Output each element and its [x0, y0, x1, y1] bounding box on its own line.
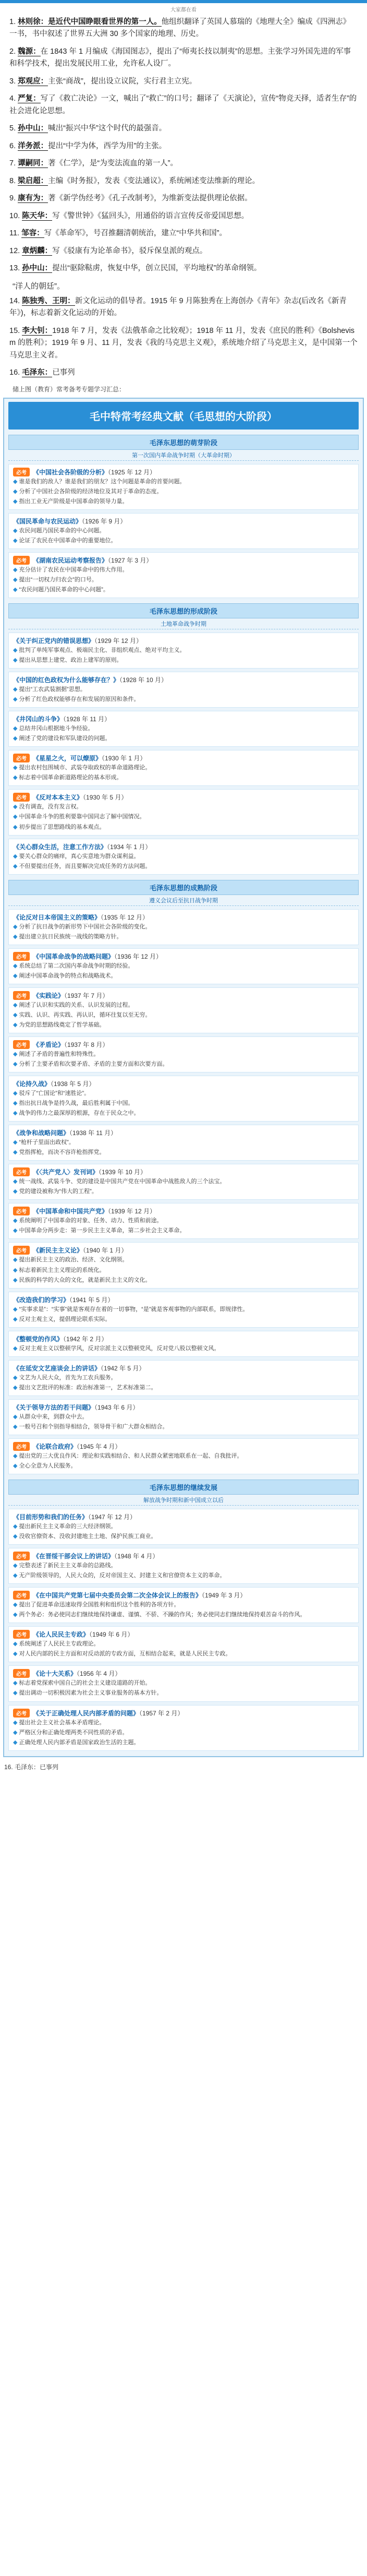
- entry-bullet: ◆ 中国革命分两步走：第一步民主主义革命，第二步社会主义革命。: [13, 1226, 354, 1235]
- entry-title: [13, 1128, 354, 1137]
- entry-bullet: ◆ “枪杆子里面出政权”。: [13, 1138, 354, 1147]
- entry-bullet: ◆ 分析了红色政权能够存在和发展的原因和条件。: [13, 695, 354, 704]
- entry-title: [13, 754, 354, 762]
- item-number: 3.: [9, 77, 18, 86]
- must-test-badge: 必考: [13, 1040, 30, 1049]
- entry-bullet: ◆ 反对主观主义，提倡理论联系实际。: [13, 1315, 354, 1324]
- entry-title-text: 《在晋绥干部会议上的讲话》: [33, 1553, 115, 1560]
- entry-title-text: 《关于领导方法的若干问题》: [13, 1403, 95, 1411]
- section-heading: 毛泽东思想的成熟阶段: [8, 880, 359, 895]
- entry-bullet: ◆ 无产阶级领导的，人民大众的，反对帝国主义、封建主义和官僚资本主义的革命。: [13, 1571, 354, 1580]
- entry-card: [8, 1705, 359, 1751]
- entry-year: （1927 年 3 月）: [108, 556, 153, 564]
- must-test-badge: 必考: [13, 793, 30, 802]
- item-text: 著《新学伪经考》《孔子改制考》，为维新变法提供理论依据。: [48, 194, 252, 203]
- entry-bullet: ◆ 标志着新民主主义理论的系统化。: [13, 1266, 354, 1275]
- entry-title: [13, 556, 354, 565]
- must-test-badge: 必考: [13, 1552, 30, 1560]
- entry-card: [8, 948, 359, 984]
- entry-title: [13, 1512, 354, 1521]
- entry-title-text: 《〈共产党人〉发刊词》: [33, 1168, 99, 1176]
- entry-bullet: ◆ “实事求是”：“实事”就是客观存在着的一切事物，“是”就是客观事物的内部联系，即规律性。: [13, 1305, 354, 1314]
- entry-card: [8, 1360, 359, 1396]
- entry-year: （1938 年 11 月）: [69, 1129, 117, 1137]
- entry-title-text: 《目前形势和我们的任务》: [13, 1513, 89, 1521]
- entry-bullet: ◆ 严格区分和正确处理两类不同性质的矛盾。: [13, 1728, 354, 1737]
- entry-bullet: ◆ 两个务必：务必使同志们继续地保持谦虚、谨慎、不骄、不躁的作风；务必使同志们继续地保持艰苦奋斗的作风。: [13, 1611, 354, 1619]
- item-title: 李大钊：: [22, 326, 53, 335]
- list-item: [9, 295, 358, 320]
- list-item: [9, 193, 358, 205]
- entry-year: （1934 年 1 月）: [107, 843, 152, 851]
- entry-year: （1939 年 10 月）: [99, 1168, 147, 1176]
- item-number: 8.: [9, 176, 18, 185]
- item-title: 毛泽东：: [22, 368, 53, 377]
- list-item: [9, 325, 358, 362]
- item-text: 主张“商战”，提出设立议院，实行君主立宪。: [48, 77, 197, 86]
- top-note: 大家都在看: [170, 7, 197, 13]
- entry-bullet: ◆ 标志着中国革命新道路理论的基本形成。: [13, 773, 354, 782]
- entry-title-text: 《战争和战略问题》: [13, 1129, 70, 1137]
- entry-year: （1948 年 4 月）: [114, 1553, 159, 1560]
- entry-bullet: ◆ 提出农村包围城市、武装夺取政权的革命道路理论。: [13, 764, 354, 772]
- entry-card: [8, 839, 359, 875]
- must-test-badge: 必考: [13, 1442, 30, 1451]
- item-title: 林则徐：是近代中国睁眼看世界的第一人。: [18, 18, 162, 26]
- entry-bullet: ◆ 没有调查，没有发言权。: [13, 803, 354, 812]
- entry-card: [8, 464, 359, 510]
- entry-card: [8, 1036, 359, 1072]
- must-test-badge: 必考: [13, 468, 30, 476]
- entry-bullet: ◆ 阐述了党的建设和军队建设的问题。: [13, 734, 354, 743]
- entry-title: [13, 952, 354, 961]
- entry-bullet: ◆ 分析了主要矛盾和次要矛盾、矛盾的主要方面和次要方面。: [13, 1060, 354, 1069]
- item-text: 已事列: [52, 368, 75, 377]
- entry-card: [8, 1587, 359, 1623]
- item-text: 在 1843 年 1 月编成《海国图志》，提出了“师夷长技以制夷”的思想。主张学习外国先进的军事和科学技术，提出发展民用工业，允许私人设厂。: [9, 47, 351, 68]
- section-heading: 毛泽东思想的萌芽阶段: [8, 435, 359, 450]
- entry-year: （1942 年 2 月）: [63, 1335, 108, 1343]
- entry-title-text: 《井冈山的斗争》: [13, 715, 64, 723]
- entry-title: [13, 675, 354, 684]
- entry-year: （1937 年 7 月）: [64, 992, 109, 999]
- entry-title-text: 《反对本本主义》: [33, 794, 83, 802]
- entry-bullet: ◆ 为党的思想路线奠定了哲学基础。: [13, 1021, 354, 1030]
- section: [8, 435, 359, 598]
- item-number: 11.: [9, 229, 22, 238]
- entry-title: [13, 913, 354, 922]
- item-text: 著《仁学》，是“为变法流血的第一人”。: [48, 159, 178, 168]
- entry-bullet: ◆ 正确处理人民内部矛盾是国家政治生活的主题。: [13, 1738, 354, 1747]
- entry-bullet: ◆ 全心全意为人民服务。: [13, 1462, 354, 1471]
- entry-bullet: ◆ 提出“一切权力归农会”的口号。: [13, 576, 354, 585]
- entry-year: （1928 年 11 月）: [63, 715, 111, 723]
- entry-title-text: 《关于纠正党内的错误思想》: [13, 637, 95, 645]
- entry-title: [13, 1167, 354, 1176]
- must-test-badge: 必考: [13, 991, 30, 1000]
- item-title: 孙中山：: [22, 264, 53, 273]
- entry-bullet: ◆ 系统阐明了中国革命的对象、任务、动力、性质和前途。: [13, 1217, 354, 1225]
- entry-year: （1937 年 8 月）: [64, 1041, 109, 1048]
- section-subheading: 遵义会议后至抗日战争时期: [8, 895, 359, 906]
- entry-title-text: 《在中国共产党第七届中央委员会第二次全体会议上的报告》: [33, 1592, 202, 1600]
- item-title: 魏源：: [18, 47, 41, 56]
- item-number: 6.: [9, 141, 18, 150]
- entry-year: （1949 年 6 月）: [89, 1631, 134, 1639]
- entry-bullet: ◆ 初步提出了思想路线的基本观点。: [13, 823, 354, 832]
- entry-bullet: ◆ 总结井冈山根据地斗争经验。: [13, 724, 354, 733]
- entry-bullet: ◆ 分析了抗日战争的新形势下中国社会各阶级的变化。: [13, 923, 354, 932]
- entry-title-text: 《论持久战》: [13, 1080, 51, 1088]
- item-text: 写了《救亡决论》一文，喊出了“救亡”的口号；翻译了《天演论》，宣传“物竞天择，适者生存”的社会进化论思想。: [9, 94, 357, 115]
- entry-bullet: ◆ 没收官僚资本、没收封建地主土地、保护民族工商业。: [13, 1532, 354, 1541]
- list-item: [9, 16, 358, 41]
- item-title: 谭嗣同：: [18, 159, 48, 168]
- item-number: 14.: [9, 296, 22, 305]
- item-text: 喊出“振兴中华”这个时代的最强音。: [48, 124, 167, 133]
- item-title: 梁启超：: [18, 176, 48, 185]
- entry-bullet: ◆ 党指挥枪，而决不容许枪指挥党。: [13, 1148, 354, 1157]
- item-title: 严复：: [18, 94, 41, 103]
- item-text: 提出“中学为体，西学为用”的主张。: [48, 141, 167, 150]
- entry-bullet: ◆ 系统阐述了人民民主专政理论。: [13, 1640, 354, 1649]
- item-title: 章炳麟：: [22, 246, 53, 255]
- must-test-badge: 必考: [13, 1709, 30, 1718]
- item-title: 陈独秀、王明：: [22, 296, 75, 305]
- list-item: [9, 367, 358, 379]
- entry-bullet: ◆ 论证了农民在中国革命中的重要地位。: [13, 536, 354, 545]
- entry-title: [13, 991, 354, 1000]
- entry-title-text: 《矛盾论》: [33, 1041, 65, 1048]
- entry-title: [13, 1709, 354, 1718]
- item-title: 康有为：: [18, 194, 48, 203]
- entry-title-text: 《关心群众生活，注意工作方法》: [13, 843, 107, 851]
- entry-card: [8, 1665, 359, 1701]
- section: [8, 880, 359, 1474]
- list-item: [9, 245, 358, 257]
- entry-title: [13, 1207, 354, 1215]
- item-number: 1.: [9, 18, 18, 26]
- entry-title: [13, 517, 354, 526]
- item-title: 邹容：: [21, 229, 44, 238]
- section-heading: 毛泽东思想的形成阶段: [8, 603, 359, 618]
- entry-year: （1925 年 12 月）: [108, 468, 156, 476]
- section: [8, 1480, 359, 1751]
- entry-card: [8, 1125, 359, 1161]
- entry-year: （1942 年 5 月）: [101, 1364, 145, 1372]
- entry-title: [13, 468, 354, 476]
- entry-bullet: ◆ 提出了促进革命迅速取得全国胜利和组织这个胜利的各项方针。: [13, 1601, 354, 1609]
- entry-bullet: ◆ 提出文艺批评的标准：政治标准第一，艺术标准第二。: [13, 1384, 354, 1392]
- section-subheading: 土地革命战争时期: [8, 618, 359, 629]
- entry-title-text: 《在延安文艺座谈会上的讲话》: [13, 1364, 101, 1372]
- entry-year: （1943 年 6 月）: [94, 1403, 139, 1411]
- entry-bullet: ◆ 从群众中来，到群众中去。: [13, 1413, 354, 1422]
- credit-line: 储上图（教育）常考备考专题学习汇总：: [13, 385, 126, 393]
- must-test-badge: 必考: [13, 1207, 30, 1215]
- entry-bullet: ◆ 阐述了认识和实践的关系、认识发展的过程。: [13, 1001, 354, 1010]
- must-test-badge: 必考: [13, 1630, 30, 1639]
- entry-year: （1930 年 5 月）: [83, 794, 128, 802]
- entry-bullet: ◆ 提出“工农武装割据”思想。: [13, 685, 354, 694]
- item-number: 13.: [9, 264, 22, 273]
- must-test-badge: 必考: [13, 1591, 30, 1600]
- item-title: 郑观应：: [18, 77, 48, 86]
- entry-bullet: ◆ 提出调动一切积极因素为社会主义事业服务的基本方针。: [13, 1689, 354, 1698]
- entry-year: （1930 年 1 月）: [102, 755, 146, 762]
- entry-bullet: ◆ 提出建立抗日民族统一战线的策略方针。: [13, 933, 354, 941]
- entry-bullet: ◆ 提出从思想上建党、政治上建军的原则。: [13, 656, 354, 665]
- entry-title-text: 《关于正确处理人民内部矛盾的问题》: [33, 1709, 140, 1717]
- must-test-badge: 必考: [13, 1167, 30, 1176]
- entry-title-text: 《论联合政府》: [33, 1442, 77, 1450]
- entry-card: [8, 1509, 359, 1545]
- entry-title: [13, 1552, 354, 1560]
- entry-bullet: ◆ 农民问题乃国民革命的中心问题。: [13, 527, 354, 535]
- entry-year: （1957 年 2 月）: [139, 1709, 184, 1717]
- entry-title: [13, 1669, 354, 1678]
- entry-bullet: ◆ 对人民内部的民主方面和对反动派的专政方面，互相结合起来，就是人民民主专政。: [13, 1650, 354, 1659]
- entry-year: （1926 年 9 月）: [82, 517, 127, 525]
- entry-card: [8, 1331, 359, 1357]
- entry-bullet: ◆ 要关心群众的痛痒，真心实意地为群众谋利益。: [13, 852, 354, 861]
- section-subheading: 解放战争时期和新中国成立以后: [8, 1495, 359, 1506]
- list-item: [9, 228, 358, 240]
- entry-card: [8, 987, 359, 1033]
- entry-bullet: ◆ 充分估计了农民在中国革命中的伟大作用。: [13, 566, 354, 575]
- entry-bullet: ◆ 战争的伟力之最深厚的根源，存在于民众之中。: [13, 1109, 354, 1118]
- entry-year: （1949 年 3 月）: [202, 1592, 247, 1600]
- entry-bullet: ◆ 实践、认识、再实践、再认识，循环往复以至无穷。: [13, 1011, 354, 1020]
- list-item: [9, 93, 358, 117]
- entry-title-text: 《湖南农民运动考察报告》: [33, 556, 108, 564]
- entry-title: [13, 1591, 354, 1600]
- list-item: [9, 158, 358, 170]
- entry-bullet: ◆ 完整表述了新民主主义革命的总路线。: [13, 1561, 354, 1570]
- entry-card: [8, 750, 359, 786]
- entry-bullet: ◆ 提出社会主义社会基本矛盾理论。: [13, 1719, 354, 1727]
- list-item: [9, 123, 358, 135]
- entry-year: （1947 年 12 月）: [88, 1513, 137, 1521]
- entry-bullet: ◆ 提出新民主主义的政治、经济、文化纲领。: [13, 1256, 354, 1265]
- item-text: 提出“驱除鞑虏，恢复中华，创立民国，平均地权”的革命纲领。: [52, 264, 262, 273]
- entry-card: [8, 1076, 359, 1122]
- must-test-badge: 必考: [13, 754, 30, 762]
- entry-title: [13, 1040, 354, 1049]
- entry-title: [13, 793, 354, 802]
- entry-bullet: ◆ 党的建设被称为“伟大的工程”。: [13, 1187, 354, 1196]
- must-test-badge: 必考: [13, 952, 30, 961]
- item-text: 1918 年 7 月，发表《法俄革命之比较观》；1918 年 11 月，发表《庶民的胜利》《Bolshevism 的胜利》；1919 年 9 月、11 月，发表《我的马克思主义观》，系统地介绍了马克思主义，是中国第一个马克思主义者。: [9, 326, 358, 360]
- entry-bullet: ◆ 系统总结了第二次国内革命战争时期的经验。: [13, 962, 354, 971]
- item-number: 10.: [9, 211, 22, 220]
- entry-title-text: 《实践论》: [33, 992, 65, 999]
- figure-list: [0, 14, 367, 393]
- entry-card: [8, 1164, 359, 1200]
- panel-title: 毛中特常考经典文献（毛思想的大阶段）: [8, 402, 359, 430]
- entry-title-text: 《整顿党的作风》: [13, 1335, 64, 1343]
- entry-card: [8, 1438, 359, 1474]
- entry-card: [8, 552, 359, 598]
- item-text: 写《驳康有为论革命书》，驳斥保皇派的观点。: [52, 246, 207, 255]
- entry-year: （1936 年 12 月）: [114, 952, 163, 960]
- entry-year: （1939 年 12 月）: [108, 1208, 156, 1215]
- entry-year: （1956 年 4 月）: [77, 1670, 121, 1678]
- entry-title: [13, 1630, 354, 1639]
- item-number: 4.: [9, 94, 18, 103]
- entry-title: [13, 1334, 354, 1343]
- entry-bullet: ◆ 指出工业无产阶级是中国革命的领导力量。: [13, 497, 354, 506]
- entry-card: [8, 1548, 359, 1584]
- entry-card: [8, 1399, 359, 1435]
- entry-title-text: 《中国社会各阶级的分析》: [33, 468, 108, 476]
- entry-title: [13, 1403, 354, 1412]
- entry-bullet: ◆ 分析了中国社会各阶级的经济地位及其对于革命的态度。: [13, 487, 354, 496]
- item-number: 2.: [9, 47, 18, 56]
- entry-title-text: 《论反对日本帝国主义的策略》: [13, 913, 101, 921]
- entry-title: [13, 1246, 354, 1255]
- item-number: 16.: [9, 368, 22, 377]
- entry-card: [8, 1626, 359, 1662]
- must-test-badge: 必考: [13, 1246, 30, 1255]
- entry-title-text: 《中国革命和中国共产党》: [33, 1208, 108, 1215]
- must-test-badge: 必考: [13, 556, 30, 565]
- entry-title: [13, 1079, 354, 1088]
- entry-year: （1945 年 4 月）: [77, 1442, 121, 1450]
- entry-bullet: ◆ 统一战线、武装斗争、党的建设是中国共产党在中国革命中战胜敌人的三个法宝。: [13, 1177, 354, 1186]
- entry-year: （1928 年 10 月）: [119, 676, 168, 684]
- entry-title: [13, 714, 354, 723]
- entry-card: [8, 789, 359, 835]
- item-text: 主编《时务报》，发表《变法通议》，系统阐述变法维新的理论。: [48, 176, 260, 185]
- item-number: 12.: [9, 246, 22, 255]
- entry-title-text: 《中国的红色政权为什么能够存在？》: [13, 676, 120, 684]
- item-text: 写《警世钟》《猛回头》，用通俗的语言宣传反帝爱国思想。: [52, 211, 249, 220]
- list-item: [9, 46, 358, 70]
- entry-card: [8, 633, 359, 669]
- list-item: [9, 210, 358, 222]
- entry-year: （1941 年 5 月）: [69, 1296, 114, 1304]
- entry-bullet: ◆ 一般号召和个别指导相结合，领导骨干和广大群众相结合。: [13, 1423, 354, 1432]
- entry-title-text: 《论十大关系》: [33, 1670, 77, 1678]
- entry-bullet: ◆ 反对主观主义以整顿学风，反对宗派主义以整顿党风，反对党八股以整顿文风。: [13, 1344, 354, 1353]
- section-subheading: 第一次国内革命战争时期（大革命时期）: [8, 450, 359, 461]
- quote-line: “洋人的朝廷”。: [13, 281, 65, 291]
- item-number: 5.: [9, 124, 18, 133]
- footer-line: 16. 毛泽东：已事列: [4, 1763, 59, 1771]
- entry-title-text: 《星星之火，可以燎原》: [33, 755, 102, 762]
- sections-container: [8, 435, 359, 1751]
- entry-year: （1940 年 1 月）: [83, 1247, 128, 1255]
- document-panel: [3, 398, 364, 1757]
- list-item: [9, 76, 358, 88]
- item-text: 他组织翻译了英国人慕瑞的《地理大全》编成《四洲志》一书，书中叙述了世界五大洲 30 多个国家的地理、历史。: [9, 18, 351, 39]
- entry-title: [13, 1295, 354, 1304]
- entry-bullet: ◆ 提出党的三大优良作风：理论和实践相结合、和人民群众紧密地联系在一起、自我批评。: [13, 1452, 354, 1461]
- list-item: [9, 175, 358, 187]
- must-test-badge: 必考: [13, 1669, 30, 1678]
- entry-year: （1935 年 12 月）: [101, 913, 149, 921]
- entry-title-text: 《国民革命与农民运动》: [13, 517, 82, 525]
- entry-title: [13, 1442, 354, 1451]
- item-number: 15.: [9, 326, 22, 335]
- item-text: 新文化运动的倡导者。1915 年 9 月陈独秀在上海创办《青年》杂志(后改名《新青年》)，标志着新文化运动的开始。: [9, 296, 347, 318]
- entry-title-text: 《新民主主义论》: [33, 1247, 83, 1255]
- entry-card: [8, 909, 359, 945]
- entry-title: [13, 842, 354, 851]
- entry-bullet: ◆ 批判了单纯军事观点、极端民主化、非组织观点、绝对平均主义。: [13, 646, 354, 655]
- entry-bullet: ◆ “农民问题乃国民革命的中心问题”。: [13, 586, 354, 594]
- item-title: 孙中山：: [18, 124, 48, 133]
- entry-card: [8, 711, 359, 747]
- entry-bullet: ◆ 阐述了矛盾的普遍性和特殊性。: [13, 1050, 354, 1059]
- entry-title-text: 《改造我们的学习》: [13, 1296, 70, 1304]
- entry-year: （1938 年 5 月）: [51, 1080, 95, 1088]
- item-number: 9.: [9, 194, 18, 203]
- section-heading: 毛泽东思想的继续发展: [8, 1480, 359, 1495]
- item-title: 洋务派：: [18, 141, 48, 150]
- entry-bullet: ◆ 文艺为人民大众，首先为工农兵服务。: [13, 1374, 354, 1382]
- entry-card: [8, 1292, 359, 1328]
- entry-bullet: ◆ 驳斥了“亡国论”和“速胜论”。: [13, 1089, 354, 1098]
- entry-bullet: ◆ 民族的科学的大众的文化，就是新民主主义的文化。: [13, 1276, 354, 1285]
- entry-bullet: ◆ 不但要提出任务，而且要解决完成任务的方法问题。: [13, 862, 354, 871]
- entry-bullet: ◆ 中国革命斗争的胜利要靠中国同志了解中国情况。: [13, 813, 354, 821]
- entry-title: [13, 1364, 354, 1373]
- item-number: 7.: [9, 159, 18, 168]
- entry-title-text: 《论人民民主专政》: [33, 1631, 90, 1639]
- list-item: [9, 263, 358, 275]
- list-item: [9, 140, 358, 152]
- section: [8, 603, 359, 875]
- entry-bullet: ◆ 标志着党探索中国自己的社会主义建设道路的开始。: [13, 1679, 354, 1688]
- entry-card: [8, 1203, 359, 1239]
- item-text: 写《革命军》，号召推翻清朝统治，建立“中华共和国”。: [44, 229, 227, 238]
- entry-card: [8, 513, 359, 549]
- entry-card: [8, 1242, 359, 1288]
- entry-bullet: ◆ 提出新民主主义革命的三大经济纲领。: [13, 1522, 354, 1531]
- entry-bullet: ◆ 谁是我们的敌人？谁是我们的朋友？这个问题是革命的首要问题。: [13, 478, 354, 486]
- item-title: 陈天华：: [22, 211, 53, 220]
- entry-card: [8, 672, 359, 708]
- entry-title: [13, 636, 354, 645]
- entry-bullet: ◆ 指出抗日战争是持久战，最后胜利属于中国。: [13, 1099, 354, 1108]
- entry-year: （1929 年 12 月）: [94, 637, 143, 645]
- entry-title-text: 《中国革命战争的战略问题》: [33, 952, 115, 960]
- entry-bullet: ◆ 阐述中国革命战争的特点和战略战术。: [13, 972, 354, 981]
